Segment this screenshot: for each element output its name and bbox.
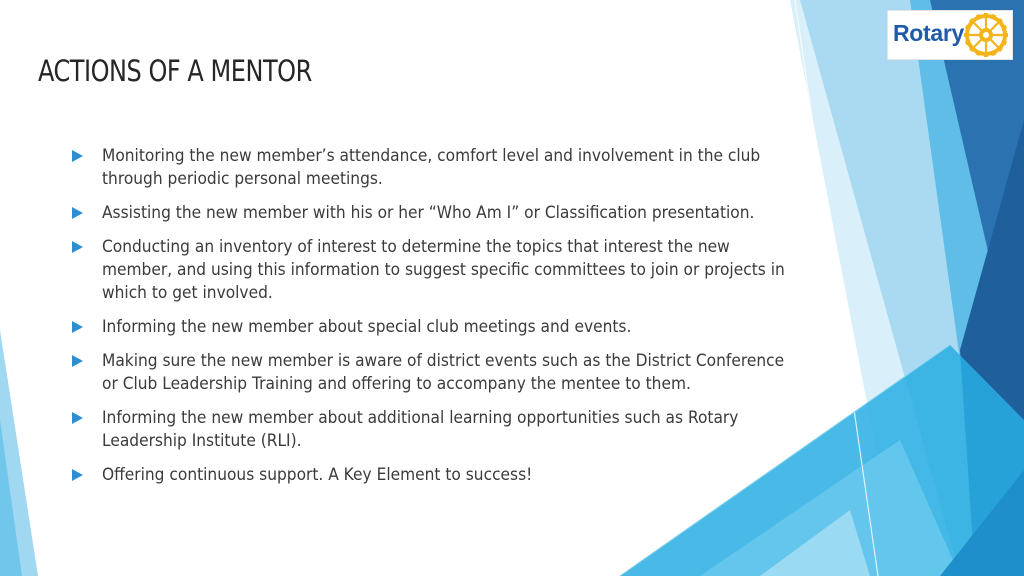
bullet-text: Offering continuous support. A Key Element to success!	[102, 465, 533, 484]
bullet-arrow-icon	[72, 321, 83, 333]
list-item	[72, 235, 785, 304]
bullet-list	[72, 144, 785, 497]
bullet-text: Monitoring the new member’s attendance, comfort level and involvement in the club through periodic personal meetings.	[102, 146, 761, 188]
bullet-arrow-icon	[72, 150, 83, 162]
rotary-wheel-icon	[964, 13, 1008, 57]
bullet-arrow-icon	[72, 412, 83, 424]
list-item	[72, 463, 772, 486]
rotary-logo	[887, 10, 1013, 60]
bullet-text: Assisting the new member with his or her “Who Am I” or Classification presentation.	[102, 203, 755, 222]
list-item	[72, 406, 772, 452]
list-item	[72, 144, 772, 190]
logo-wordmark: Rotary	[893, 20, 965, 46]
bullet-arrow-icon	[72, 469, 83, 481]
list-item	[72, 315, 772, 338]
slide-title: ACTIONS OF A MENTOR	[38, 54, 312, 88]
bullet-arrow-icon	[72, 207, 83, 219]
bullet-text: Making sure the new member is aware of district events such as the District Conference or Club Leadership Training and offering to accompany the mentee to them.	[102, 351, 785, 393]
list-item	[72, 201, 772, 224]
bullet-text: Informing the new member about special club meetings and events.	[102, 317, 632, 336]
bullet-arrow-icon	[72, 355, 83, 367]
bullet-text: Conducting an inventory of interest to determine the topics that interest the new member, and using this information to suggest specific committees to join or projects in which to get involved.	[102, 237, 785, 302]
bullet-arrow-icon	[72, 241, 83, 253]
list-item	[72, 349, 785, 395]
bullet-text: Informing the new member about additional learning opportunities such as Rotary Leadership Institute (RLI).	[102, 408, 739, 450]
